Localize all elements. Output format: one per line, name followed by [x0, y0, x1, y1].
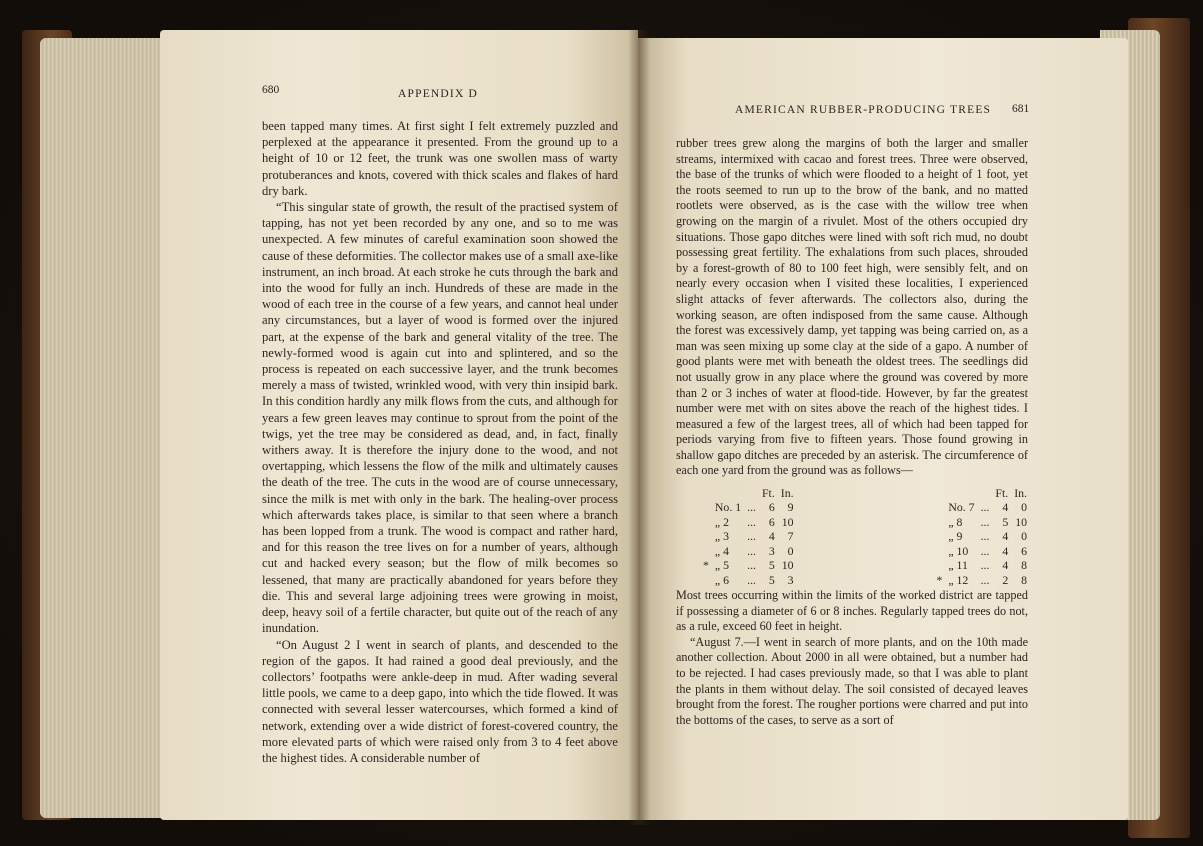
asterisk-mark — [700, 573, 712, 588]
leader-dots: ... — [980, 514, 990, 529]
inches-value: 8 — [1021, 558, 1027, 573]
feet-value: 4 — [1002, 558, 1009, 573]
leader-dots: ... — [747, 529, 756, 544]
leader-dots: ... — [980, 543, 990, 558]
asterisk-mark — [700, 529, 712, 544]
paragraph: rubber trees grew along the margins of both the larger and smaller streams, intermixed with cacao and forest trees. Three were observed, the base of the trunks of which were flooded to a height of 1 foot, yet the roots seemed to run up to the brow of the bank, and no matted rootlets were observed, as is the case with the willow tree when growing on the margin of a rivulet. Most of the others occupied dry situations. Those gapo ditches were lined with soft rich mud, no doubt possessing great fertility. The exhalations from such places, shrouded by a forest-growth of 80 to 100 feet high, were sensibly felt, and on nearly every occasion when I visited these localities, I experienced slight attacks of fever afterwards. The collectors also, during the working season, are often indisposed from the same cause. Although the forest was excessively damp, yet tapping was being carried on, as a man was seen mixing up some clay at the side of a gapo. A number of good plants were met with beneath the oldest trees. The seedlings did not usually grow in any place where the ground was covered by more than 2 or 3 inches of water at flood-tide. However, by far the greatest number were met with on sites above the reach of the highest tides. I measured a few of the largest trees, all of which had been tapped for periods varying from five to fifteen years. Those found growing in shallow gapo ditches are preceded by an asterisk. The circumference of each one yard from the ground was as follows— — [676, 136, 1028, 478]
feet-value: 4 — [1002, 529, 1009, 544]
asterisk-mark — [700, 515, 712, 530]
asterisk-mark: * — [936, 572, 943, 587]
feet-value: 6 — [768, 514, 775, 529]
left-page-number: 680 — [262, 84, 280, 96]
tree-label: „ 11 — [948, 558, 968, 573]
leader-dots: ... — [747, 514, 756, 529]
table-left-column — [700, 486, 797, 588]
right-page-body-continued — [676, 588, 1028, 728]
table-row — [933, 500, 1030, 515]
tree-label: „ 2 — [714, 514, 729, 529]
leader-dots: ... — [747, 500, 756, 514]
leader-dots: ... — [747, 558, 756, 573]
feet-value: 4 — [1002, 543, 1009, 558]
tree-label: „ 10 — [948, 543, 969, 558]
feet-value: 5 — [1002, 514, 1009, 529]
table-row — [700, 500, 797, 515]
tree-label: „ 3 — [714, 529, 729, 544]
table-row — [700, 515, 797, 530]
right-page-number: 681 — [1012, 103, 1030, 115]
inches-value: 10 — [781, 558, 794, 573]
table-row — [933, 544, 1030, 559]
leader-dots: ... — [980, 529, 990, 544]
feet-value: 2 — [1002, 572, 1009, 587]
table-row — [933, 558, 1030, 573]
feet-value: 3 — [768, 543, 775, 558]
inches-value: 9 — [787, 500, 794, 514]
feet-value: 4 — [768, 529, 775, 544]
feet-value: 5 — [768, 572, 775, 587]
feet-value: 5 — [768, 558, 775, 573]
feet-value: 4 — [1002, 500, 1009, 514]
inches-value: 0 — [1021, 500, 1027, 514]
paragraph: “This singular state of growth, the result of the practised system of tapping, has not yet been recorded by any one, and so to me was unexpected. A few minutes of careful examination soon showed the cause of these deformities. The collector makes use of a small axe-like instrument, an inch broad. At each stroke he cuts through the bark and into the wood for fully an inch. Hundreds of these are made in the wood of each tree in the course of a few years, and cannot heal under any circumstances, but a layer of wood is formed over the injured part, at the expense of the bark and general vitality of the tree. The newly-formed wood is again cut into and splintered, and so the process is repeated on each successive layer, and the trunk becomes merely a mass of twisted, wrinkled wood, with very thin insipid bark. In this condition hardly any milk flows from the cuts, and although for years a few green leaves may continue to sprout from the point of the twigs, yet the tree may be considered as dead, and, in fact, finally withers away. It is therefore the injury done to the wood, and not overtapping, which lessens the flow of the milk and ultimately causes the death of the tree. The cuts in the wood are of course unnecessary, since the milk is met with only in the bark. The healing-over process which afterwards takes place, is similar to that seen where a branch has been lopped from a trunk. The wood is compact and rather hard, and for this reason the tree lives on for a number of years, although cut and hacked every season; but the flow of milk becomes so lessened, that many are practically abandoned for years before they die. This and several large adjoining trees were growing in moist, deep, heavy soil of a fertile character, but quite out of the reach of any inundation. — [262, 200, 618, 636]
right-page-body — [676, 136, 1028, 479]
inches-value: 7 — [787, 529, 794, 544]
leader-dots: ... — [980, 558, 990, 573]
leader-dots: ... — [747, 572, 756, 587]
circumference-table — [700, 486, 1030, 588]
tree-label: No. 7 — [948, 500, 975, 514]
asterisk-mark — [933, 515, 945, 530]
asterisk-mark — [933, 558, 945, 573]
inches-value: 0 — [787, 543, 794, 558]
tree-label: „ 12 — [948, 572, 969, 587]
inches-value: 6 — [1021, 543, 1027, 558]
tree-label: „ 5 — [714, 558, 729, 573]
leader-dots: ... — [980, 500, 990, 514]
leader-dots: ... — [747, 543, 756, 558]
inches-value: 10 — [781, 514, 794, 529]
paragraph: been tapped many times. At first sight I felt extremely puzzled and perplexed at the appearance it presented. From the ground up to a height of 10 or 12 feet, the trunk was one swollen mass of warty protuberances and knots, covered with thick scales and flakes of hard dry bark. — [262, 119, 618, 198]
tree-label: „ 9 — [948, 529, 963, 544]
table-row — [933, 515, 1030, 530]
table-row — [700, 544, 797, 559]
table-row — [700, 529, 797, 544]
column-header-ft: Ft. — [761, 486, 775, 500]
inches-value: 10 — [1015, 514, 1027, 529]
inches-value: 0 — [1021, 529, 1027, 544]
column-header-in: In. — [780, 486, 794, 500]
feet-value: 6 — [768, 500, 775, 514]
paragraph: “On August 2 I went in search of plants, and descended to the region of the gapos. It had rained a good deal previously, and the collectors’ footpaths were ankle-deep in mud. After wading several little pools, we came to a deep gapo, into which the tide flowed. It was connected with several lesser watercourses, which formed a kind of network, extending over a wide district of forest-covered country, the more elevated parts of which were raised only from 3 to 4 feet above the highest tides. A considerable number of — [262, 637, 618, 765]
asterisk-mark — [933, 500, 945, 515]
table-right-column — [933, 486, 1030, 588]
inches-value: 8 — [1021, 572, 1027, 587]
tree-label: No. 1 — [714, 500, 742, 514]
asterisk-mark — [933, 544, 945, 559]
inches-value: 3 — [787, 572, 794, 587]
asterisk-mark: * — [703, 558, 709, 573]
column-header-in: In. — [1014, 486, 1027, 500]
left-page-body — [262, 118, 618, 766]
column-header-ft: Ft. — [995, 486, 1009, 500]
paragraph: “August 7.—I went in search of more plants, and on the 10th made another collection. About 2000 in all were obtained, but a number had to be rejected. I had cases previously made, so that I was able to plant the plants in them without delay. The soil consisted of decayed leaves brought from the forest. The rougher portions were charred and put into the bottoms of the cases, to serve as a sort of — [676, 634, 1028, 727]
table-row — [933, 573, 1030, 588]
tree-label: „ 6 — [714, 572, 729, 587]
tree-label: „ 4 — [714, 543, 729, 558]
asterisk-mark — [700, 544, 712, 559]
right-running-head: AMERICAN RUBBER-PRODUCING TREES — [735, 104, 992, 116]
book-gutter — [628, 30, 650, 825]
leader-dots: ... — [980, 572, 990, 587]
table-row — [700, 573, 797, 588]
paragraph: Most trees occurring within the limits of the worked district are tapped if possessing a diameter of 6 or 8 inches. Regularly tapped trees do not, as a rule, exceed 60 feet in height. — [676, 588, 1028, 634]
tree-label: „ 8 — [948, 514, 963, 529]
table-row — [700, 558, 797, 573]
table-row — [933, 529, 1030, 544]
asterisk-mark — [700, 500, 712, 515]
left-running-head: APPENDIX D — [398, 88, 479, 100]
asterisk-mark — [933, 529, 945, 544]
